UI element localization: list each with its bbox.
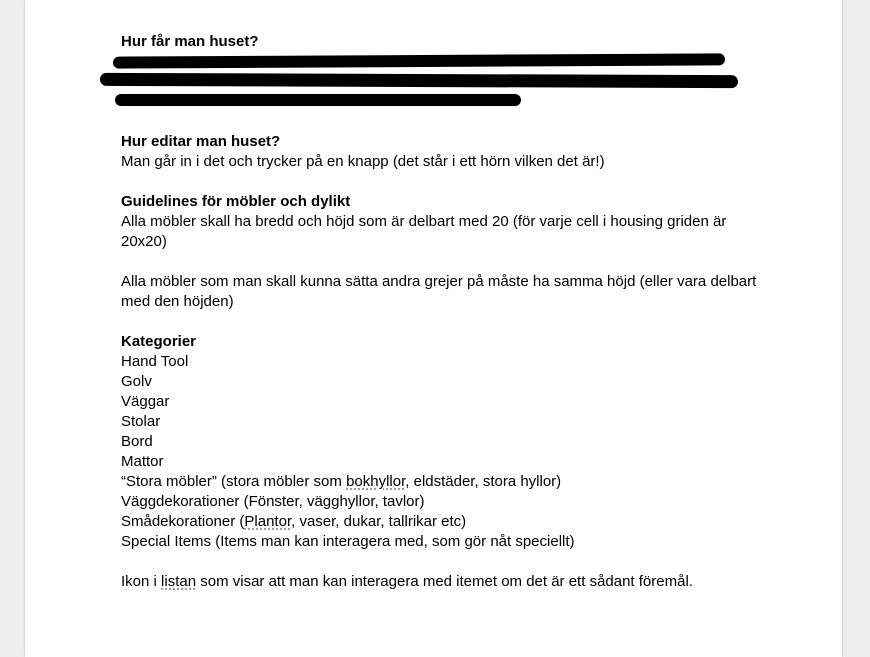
section-heading-furniture-guidelines: Guidelines för möbler och dylikt bbox=[121, 193, 351, 210]
category-item: Bord bbox=[121, 433, 153, 450]
category-item: Special Items (Items man kan interagera med, som gör nåt speciellt) bbox=[121, 533, 575, 550]
category-item: Stolar bbox=[121, 413, 161, 430]
paragraph-line: Alla möbler skall ha bredd och höjd som är delbart med 20 (för varje cell i housing griden är bbox=[121, 213, 727, 230]
spellcheck-word[interactable]: bokhyllor bbox=[346, 473, 406, 490]
redaction-mark bbox=[113, 53, 725, 68]
category-item: Hand Tool bbox=[121, 353, 189, 370]
category-item: Golv bbox=[121, 373, 152, 390]
paragraph-line: Ikon i listan som visar att man kan interagera med itemet om det är ett sådant föremål. bbox=[121, 573, 693, 590]
section-heading-how-to-edit-house: Hur editar man huset? bbox=[121, 133, 281, 150]
paragraph-line: Alla möbler som man skall kunna sätta andra grejer på måste ha samma höjd (eller vara delbart bbox=[121, 273, 757, 290]
category-item: Mattor bbox=[121, 453, 164, 470]
category-item: Väggar bbox=[121, 393, 170, 410]
section-heading-how-to-get-house: Hur får man huset? bbox=[121, 33, 259, 50]
spellcheck-word[interactable]: Plantor bbox=[244, 513, 292, 530]
section-heading-categories: Kategorier bbox=[121, 333, 197, 350]
paragraph-line: med den höjden) bbox=[121, 293, 234, 310]
spellcheck-word[interactable]: listan bbox=[161, 573, 197, 590]
category-item: Väggdekorationer (Fönster, vägghyllor, tavlor) bbox=[121, 493, 425, 510]
document-page[interactable] bbox=[25, 0, 842, 657]
paragraph-line: 20x20) bbox=[121, 233, 167, 250]
paragraph-line: Man går in i det och trycker på en knapp (det står i ett hörn vilken det är!) bbox=[121, 153, 605, 170]
redaction-mark bbox=[115, 94, 521, 106]
category-item: “Stora möbler” (stora möbler som bokhyllor, eldstäder, stora hyllor) bbox=[121, 473, 562, 490]
category-item: Smådekorationer (Plantor, vaser, dukar, tallrikar etc) bbox=[121, 513, 467, 530]
redaction-mark bbox=[100, 73, 738, 88]
